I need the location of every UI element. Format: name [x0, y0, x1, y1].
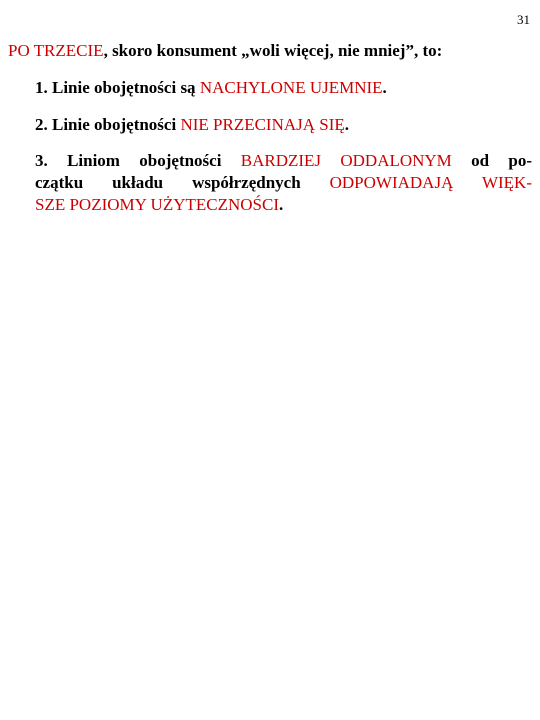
point-3-line-3-red: SZE POZIOMY UŻYTECZNOŚCI — [35, 195, 279, 214]
point-3-line-1-red: BARDZIEJ ODDALONYM — [240, 151, 452, 170]
point-3-line-1-suffix: od po- — [451, 151, 532, 170]
point-3-line-1 — [35, 150, 532, 172]
point-1 — [35, 77, 532, 99]
point-3 — [35, 150, 532, 216]
heading — [8, 40, 536, 62]
heading-red: PO TRZECIE — [8, 41, 104, 60]
point-3-line-1-prefix: 3. Liniom obojętności — [35, 151, 241, 170]
page-number: 31 — [517, 12, 530, 27]
point-1-suffix: . — [382, 78, 387, 97]
heading-rest: , skoro konsument „woli więcej, nie mniej”, to: — [103, 41, 443, 60]
point-2-prefix: 2. Linie obojętności — [35, 115, 181, 134]
point-3-line-3-suffix: . — [278, 195, 284, 214]
point-3-line-2-red: ODPOWIADAJĄ WIĘK- — [329, 173, 532, 192]
point-3-line-2 — [35, 172, 532, 194]
point-3-line-2-prefix: czątku układu współrzędnych — [35, 173, 330, 192]
point-2-red: NIE PRZECINAJĄ SIĘ — [180, 115, 345, 134]
point-1-red: NACHYLONE UJEMNIE — [199, 78, 383, 97]
point-2 — [35, 114, 532, 136]
point-2-suffix: . — [344, 115, 350, 134]
point-3-line-3 — [35, 194, 532, 216]
point-1-prefix: 1. Linie obojętności są — [35, 78, 200, 97]
